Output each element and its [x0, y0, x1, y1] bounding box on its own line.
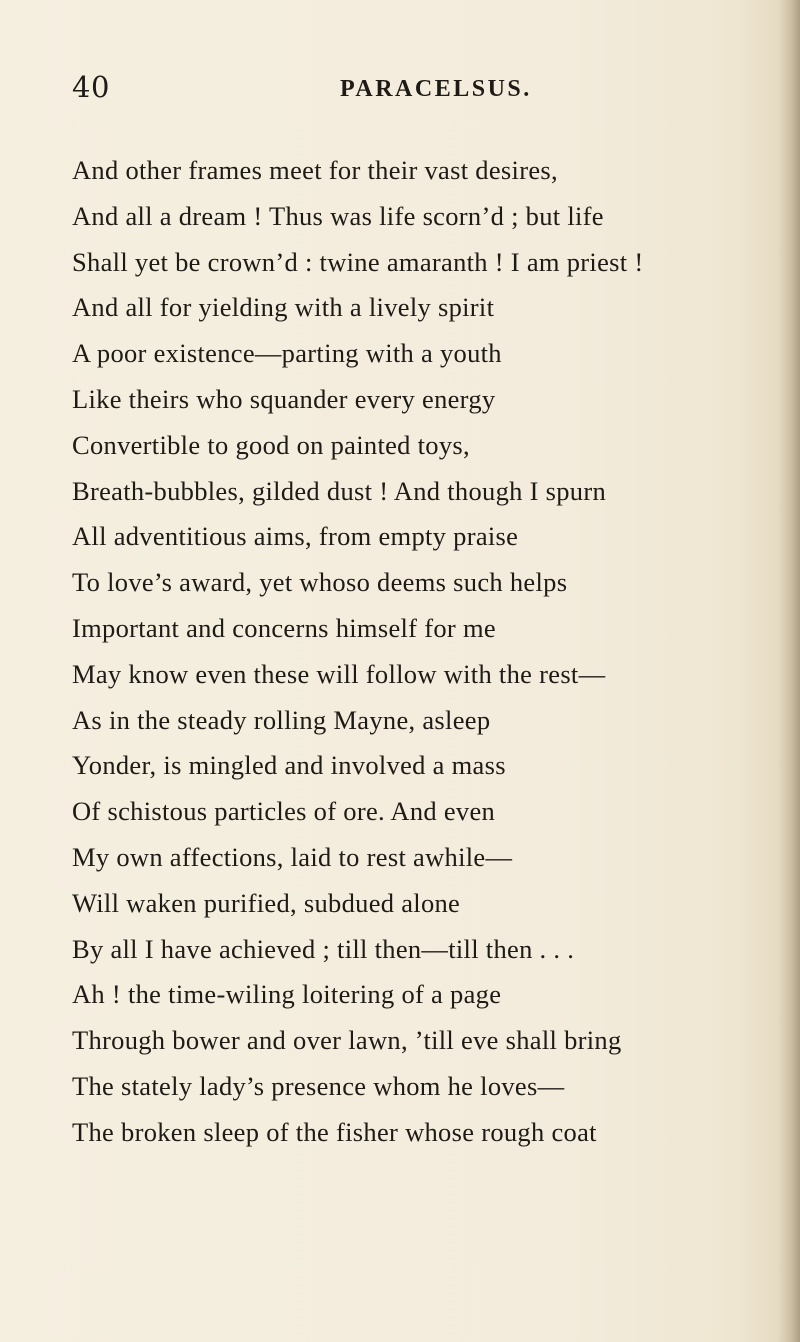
- poem-line: My own affections, laid to rest awhile—: [72, 841, 513, 872]
- page-edge-shadow: [778, 0, 800, 1342]
- poem-line: Ah ! the time-wiling loitering of a page: [72, 979, 502, 1010]
- poem-line: And other frames meet for their vast desires,: [72, 155, 558, 185]
- poem-line: Of schistous particles of ore. And even: [72, 796, 496, 827]
- poem-line: As in the steady rolling Mayne, asleep: [72, 704, 491, 735]
- poem-line: Convertible to good on painted toys,: [72, 429, 470, 460]
- running-head: PARACELSUS.: [340, 76, 532, 102]
- poem-line: To love’s award, yet whoso deems such helps: [72, 567, 568, 598]
- poem-line: And all a dream ! Thus was life scorn’d ; but life: [72, 200, 604, 231]
- poem-line: Through bower and over lawn, ’till eve shall bring: [72, 1025, 622, 1056]
- poem-line: Yonder, is mingled and involved a mass: [72, 750, 506, 781]
- poem-line: Shall yet be crown’d : twine amaranth ! I am priest !: [72, 246, 644, 277]
- poem-line: Important and concerns himself for me: [72, 612, 496, 643]
- poem-line: Breath-bubbles, gilded dust ! And though I spurn: [72, 475, 607, 506]
- poem-line: The broken sleep of the fisher whose rough coat: [72, 1116, 597, 1147]
- poem-line: All adventitious aims, from empty praise: [72, 521, 519, 552]
- page-number: 40: [72, 70, 110, 104]
- poem-line: And all for yielding with a lively spirit: [72, 292, 495, 323]
- poem-line: Like theirs who squander every energy: [72, 383, 496, 414]
- poem-line: By all I have achieved ; till then—till then . . .: [72, 933, 575, 964]
- poem-line: Will waken purified, subdued alone: [72, 887, 461, 918]
- poem-line: The stately lady’s presence whom he loves—: [72, 1070, 565, 1101]
- poem-line: A poor existence—parting with a youth: [72, 338, 502, 369]
- poem-text: [72, 148, 643, 1156]
- poem-line: May know even these will follow with the rest—: [72, 658, 606, 689]
